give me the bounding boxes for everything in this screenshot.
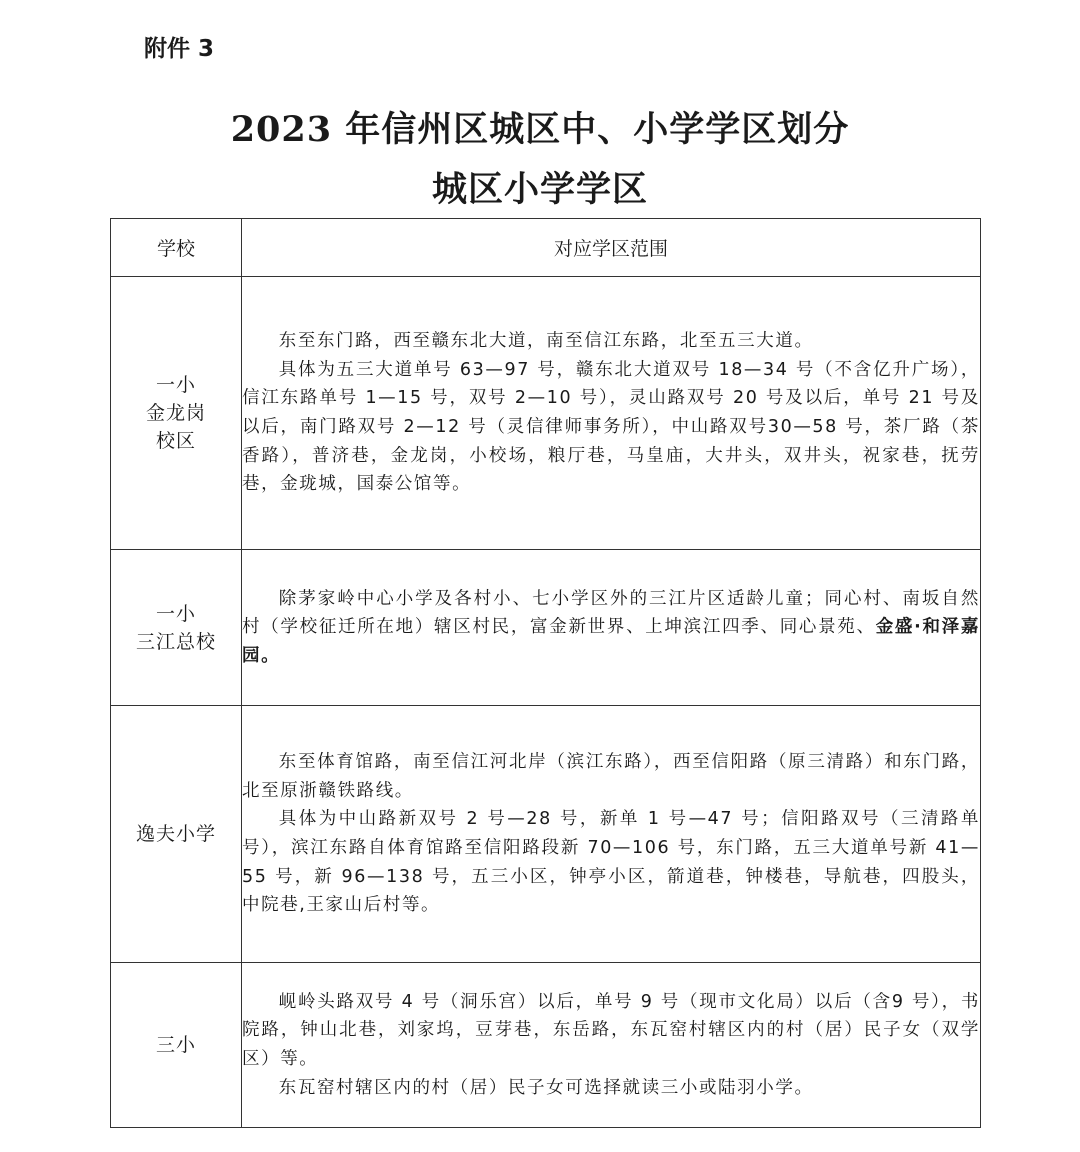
document-subtitle: 城区小学学区 (431, 169, 648, 210)
scope-paragraph: 东至体育馆路，南至信江河北岸（滨江东路），西至信阳路（原三清路）和东门路，北至原浙赣铁路线。 (242, 752, 980, 801)
table-header-row (111, 219, 981, 277)
scope-paragraph (242, 585, 980, 671)
school-name-line: 一小 (155, 602, 196, 625)
district-scope-cell (242, 550, 981, 706)
school-name-line: 一小 (155, 374, 196, 396)
header-school: 学校 (111, 219, 242, 277)
school-name-line: 三江总校 (135, 630, 216, 653)
scope-paragraph: 岘岭头路双号 4 号（洞乐宫）以后，单号 9 号（现市文化局）以后（含9 号），书院路，钟山北巷，刘家坞，豆芽巷，东岳路，东瓦窑村辖区内的村（居）民子女（双学区）等。 (242, 991, 980, 1069)
district-scope-cell (242, 706, 981, 963)
school-name-cell (111, 706, 242, 963)
table-row (111, 550, 981, 706)
attachment-label: 附件 3 (144, 36, 215, 62)
table-row (111, 277, 981, 550)
scope-text: 除茅家岭中心小学及各村小、七小学区外的三江片区适龄儿童；同心村、南坂自然村（学校征迁所在地）辖区村民，富金新世界、上坤滨江四季、同心景苑、 (242, 588, 980, 638)
header-scope: 对应学区范围 (242, 219, 981, 277)
scope-paragraph: 东瓦窑村辖区内的村（居）民子女可选择就读三小或陆羽小学。 (278, 1077, 814, 1098)
district-scope-cell (242, 277, 981, 550)
school-name-line: 逸夫小学 (135, 823, 216, 845)
scope-paragraph: 东至东门路，西至赣东北大道，南至信江东路，北至五三大道。 (278, 331, 814, 352)
school-name-line: 金龙岗 (145, 402, 206, 424)
school-name-cell (111, 550, 242, 706)
district-scope-cell (242, 963, 981, 1128)
table-row (111, 963, 981, 1128)
document-title: 2023 年信州区城区中、小学学区划分 (230, 109, 850, 150)
table-row (111, 706, 981, 963)
school-name-line: 校区 (155, 430, 196, 452)
school-name-line: 三小 (155, 1034, 196, 1056)
scope-paragraph: 具体为五三大道单号 63—97 号，赣东北大道双号 18—34 号（不含亿升广场），信江东路单号 1—15 号，双号 2—10 号），灵山路双号 20 号及以后，单号 21 号及以后，南门路双号 2—12 号（灵信律师事务所），中山路双号30—58 号，茶厂路（茶香路），普济巷，金龙岗，小校场，粮厅巷，马皇庙，大井头，双井头，祝家巷，抚劳巷，金珑城，国泰公馆等。 (242, 359, 980, 495)
school-district-table (110, 218, 981, 1128)
scope-text-bold: 金盛·和泽嘉园。 (242, 617, 980, 666)
school-name-cell (111, 963, 242, 1128)
school-name-cell (111, 277, 242, 550)
scope-paragraph: 具体为中山路新双号 2 号—28 号，新单 1 号—47 号；信阳路双号（三清路单号），滨江东路自体育馆路至信阳路段新 70—106 号，东门路，五三大道单号新 41—55 号，新 96—138 号，五三小区，钟亭小区，箭道巷，钟楼巷，导航巷，四股头，中院巷,王家山后村等。 (242, 809, 980, 916)
